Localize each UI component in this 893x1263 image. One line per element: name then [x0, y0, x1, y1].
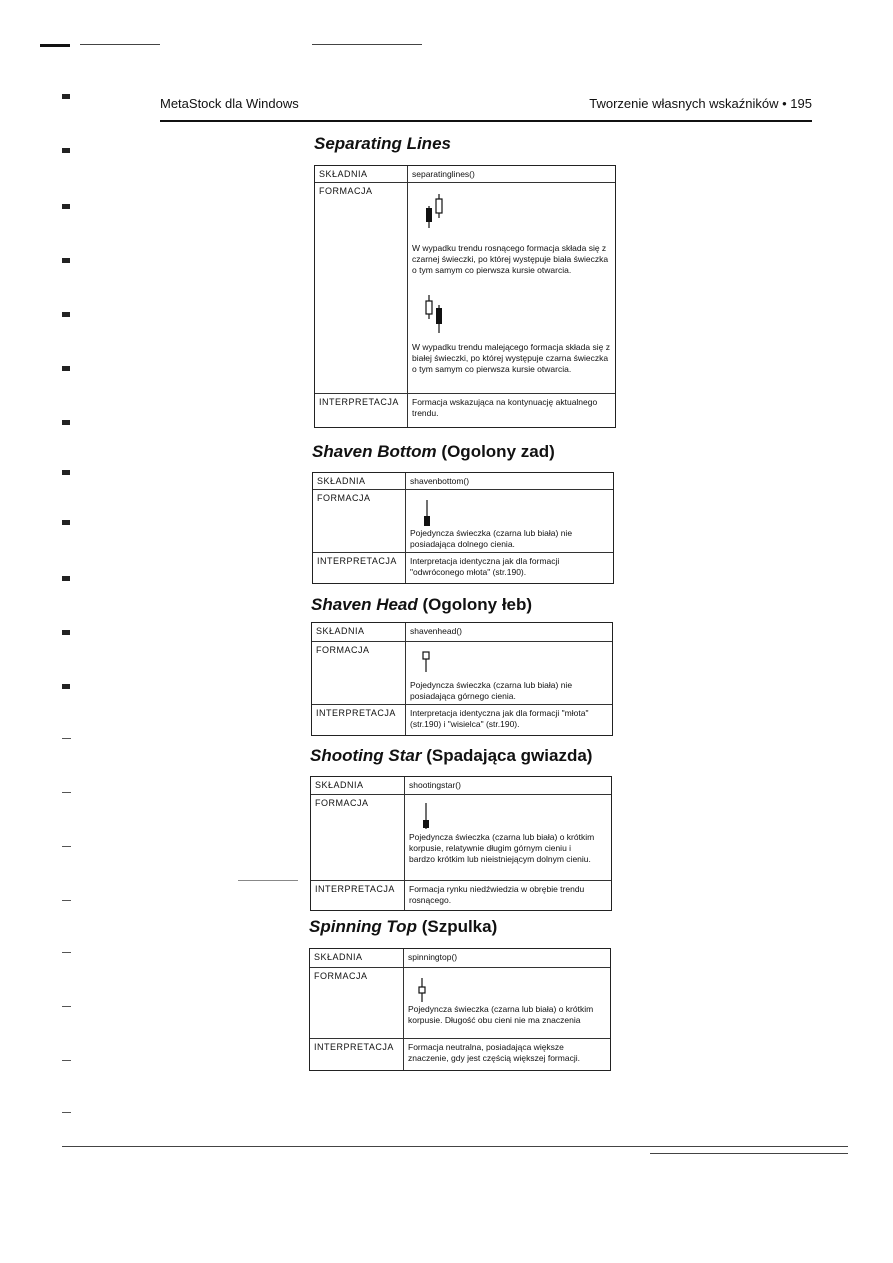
margin-line [62, 1060, 71, 1061]
pattern-description: Pojedyncza świeczka (czarna lub biała) nie posiadająca dolnego cienia. [410, 528, 573, 549]
margin-mark [62, 204, 70, 209]
margin-mark [62, 312, 70, 317]
syntax-value: shavenhead() [410, 626, 462, 636]
header-rule [160, 120, 812, 122]
scan-line-bottom [62, 1146, 848, 1147]
margin-mark [62, 520, 70, 525]
candle-pattern-up [423, 188, 453, 228]
section-title-text: Separating Lines [314, 134, 451, 153]
row-syntax [315, 166, 615, 183]
section-subtitle: (Szpulka) [421, 917, 498, 936]
label-syntax: SKŁADNIA [314, 952, 363, 962]
pattern-description: Pojedyncza świeczka (czarna lub biała) o krótkim korpusie, relatywnie długim górnym cieniu i bardzo krótkim lub nieistniejącym dolnym cieniu. [409, 832, 595, 864]
interpretation-value: Interpretacja identyczna jak dla formacji "odwróconego młota" (str.190). [410, 556, 560, 577]
candle-shooting-star [420, 801, 432, 831]
row-interpretation [311, 881, 611, 910]
row-syntax [311, 777, 611, 795]
margin-mark [62, 470, 70, 475]
label-syntax: SKŁADNIA [316, 626, 365, 636]
label-interpretation: INTERPRETACJA [316, 708, 396, 718]
label-syntax: SKŁADNIA [317, 476, 366, 486]
margin-mark [62, 420, 70, 425]
row-pattern [310, 968, 610, 1039]
row-interpretation [313, 553, 613, 583]
margin-mark [62, 630, 70, 635]
interpretation-value: Formacja wskazująca na kontynuację aktualnego trendu. [412, 397, 598, 418]
section-subtitle: (Ogolony zad) [441, 442, 555, 461]
pattern-description: Pojedyncza świeczka (czarna lub biała) o krótkim korpusie. Długość obu cieni nie ma znaczenia [408, 1004, 594, 1025]
row-syntax [312, 623, 612, 642]
candle-shaven-bottom [421, 498, 433, 528]
table-spinning-top [309, 948, 611, 1071]
header-chapter-page: Tworzenie własnych wskaźników • 195 [589, 96, 812, 111]
margin-line [62, 738, 71, 739]
row-interpretation [310, 1039, 610, 1070]
section-title-shaven-bottom [312, 442, 555, 462]
margin-mark [62, 148, 70, 153]
candle-shaven-head [420, 648, 432, 674]
label-syntax: SKŁADNIA [319, 169, 368, 179]
label-syntax: SKŁADNIA [315, 780, 364, 790]
table-shaven-bottom [312, 472, 614, 584]
header-book-title: MetaStock dla Windows [160, 96, 299, 111]
candle-pattern-down [423, 293, 453, 335]
label-pattern: FORMACJA [315, 798, 369, 808]
section-title-shaven-head [311, 595, 532, 615]
section-title-text: Shaven Head [311, 595, 418, 614]
margin-mark [62, 94, 70, 99]
row-pattern [313, 490, 613, 553]
margin-mark [62, 258, 70, 263]
interpretation-value: Formacja rynku niedźwiedzia w obrębie trendu rosnącego. [409, 884, 585, 905]
syntax-value: separatinglines() [412, 169, 475, 179]
label-pattern: FORMACJA [317, 493, 371, 503]
section-title-text: Spinning Top [309, 917, 417, 936]
interpretation-value: Formacja neutralna, posiadająca większe znaczenie, gdy jest częścią większej formacji. [408, 1042, 580, 1063]
pattern-description-up: W wypadku trendu rosnącego formacja składa się z czarnej świeczki, po której występuje biała świeczka o tym samym co pierwsza kursie otwarcia. [412, 243, 609, 275]
syntax-value: shavenbottom() [410, 476, 470, 486]
section-subtitle: (Ogolony łeb) [422, 595, 533, 614]
row-pattern [315, 183, 615, 394]
scan-line-dash [238, 880, 298, 881]
section-title-text: Shaven Bottom [312, 442, 437, 461]
section-title-separating-lines [314, 134, 451, 154]
pattern-description-down: W wypadku trendu malejącego formacja składa się z białej świeczki, po której występuje czarna świeczka o tym samym co pierwsza kursie otwarcia. [412, 342, 610, 374]
label-pattern: FORMACJA [319, 186, 373, 196]
candle-spinning-top [416, 976, 428, 1004]
label-interpretation: INTERPRETACJA [315, 884, 395, 894]
margin-line [62, 792, 71, 793]
syntax-value: shootingstar() [409, 780, 461, 790]
interpretation-value: Interpretacja identyczna jak dla formacji "młota" (str.190) i "wisielca" (str.190). [410, 708, 589, 729]
label-interpretation: INTERPRETACJA [317, 556, 397, 566]
table-shaven-head [311, 622, 613, 736]
section-title-shooting-star [310, 746, 592, 766]
section-subtitle: (Spadająca gwiazda) [426, 746, 593, 765]
margin-line [62, 900, 71, 901]
page-header [160, 96, 812, 124]
scan-line-top [40, 44, 70, 47]
row-syntax [310, 949, 610, 968]
margin-mark [62, 576, 70, 581]
scan-line-top [312, 44, 422, 45]
pattern-description: Pojedyncza świeczka (czarna lub biała) nie posiadająca górnego cienia. [410, 680, 573, 701]
margin-mark [62, 684, 70, 689]
label-pattern: FORMACJA [316, 645, 370, 655]
label-pattern: FORMACJA [314, 971, 368, 981]
scan-line-bottom [650, 1153, 848, 1154]
row-pattern [312, 642, 612, 705]
syntax-value: spinningtop() [408, 952, 458, 962]
row-interpretation [315, 394, 615, 426]
row-interpretation [312, 705, 612, 735]
margin-mark [62, 366, 70, 371]
section-title-text: Shooting Star [310, 746, 422, 765]
row-syntax [313, 473, 613, 490]
margin-line [62, 1006, 71, 1007]
margin-line [62, 1112, 71, 1113]
scan-line-top [80, 44, 160, 45]
margin-line [62, 952, 71, 953]
table-separating-lines [314, 165, 616, 428]
table-shooting-star [310, 776, 612, 911]
row-pattern [311, 795, 611, 881]
margin-line [62, 846, 71, 847]
label-interpretation: INTERPRETACJA [314, 1042, 394, 1052]
section-title-spinning-top [309, 917, 497, 937]
label-interpretation: INTERPRETACJA [319, 397, 399, 407]
